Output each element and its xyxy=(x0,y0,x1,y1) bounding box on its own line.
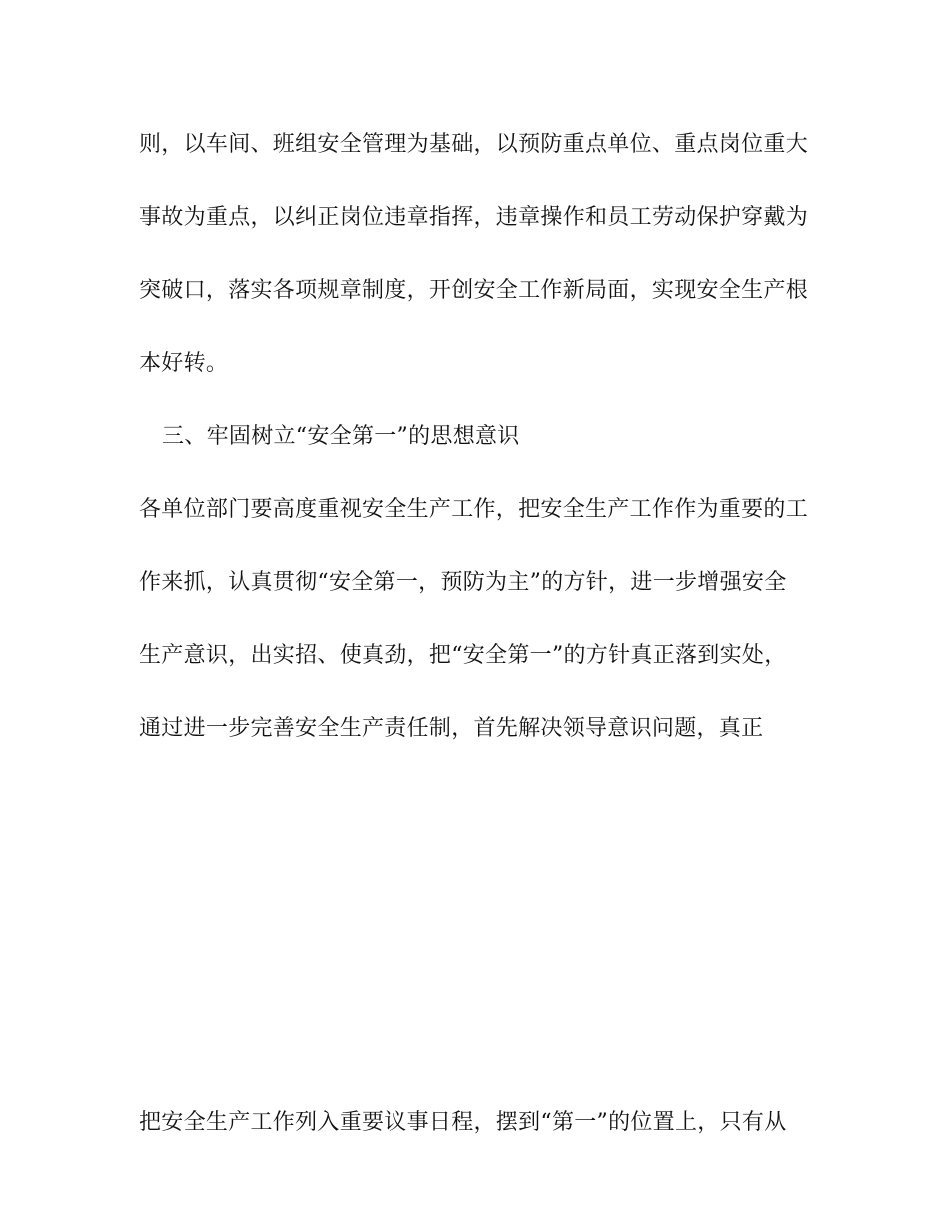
paragraph-line: 突破口，落实各项规章制度，开创安全工作新局面，实现安全生产根 xyxy=(139,278,809,303)
paragraph-line: 事故为重点，以纠正岗位违章指挥，违章操作和员工劳动保护穿戴为 xyxy=(139,205,809,230)
paragraph-line: 生产意识，出实招、使真劲，把“安全第一”的方针真正落到实处， xyxy=(139,643,787,668)
section-heading: 三、牢固树立“安全第一”的思想意识 xyxy=(162,424,520,449)
paragraph-line: 本好转。 xyxy=(139,351,229,376)
paragraph-line: 通过进一步完善安全生产责任制，首先解决领导意识问题，真正 xyxy=(139,716,764,741)
paragraph-line: 各单位部门要高度重视安全生产工作，把安全生产工作作为重要的工 xyxy=(139,497,809,522)
paragraph-line: 作来抓，认真贯彻“安全第一，预防为主”的方针，进一步增强安全 xyxy=(139,570,787,595)
paragraph-line: 把安全生产工作列入重要议事日程，摆到“第一”的位置上，只有从 xyxy=(139,1110,787,1135)
paragraph-line: 则，以车间、班组安全管理为基础，以预防重点单位、重点岗位重大 xyxy=(139,132,809,157)
